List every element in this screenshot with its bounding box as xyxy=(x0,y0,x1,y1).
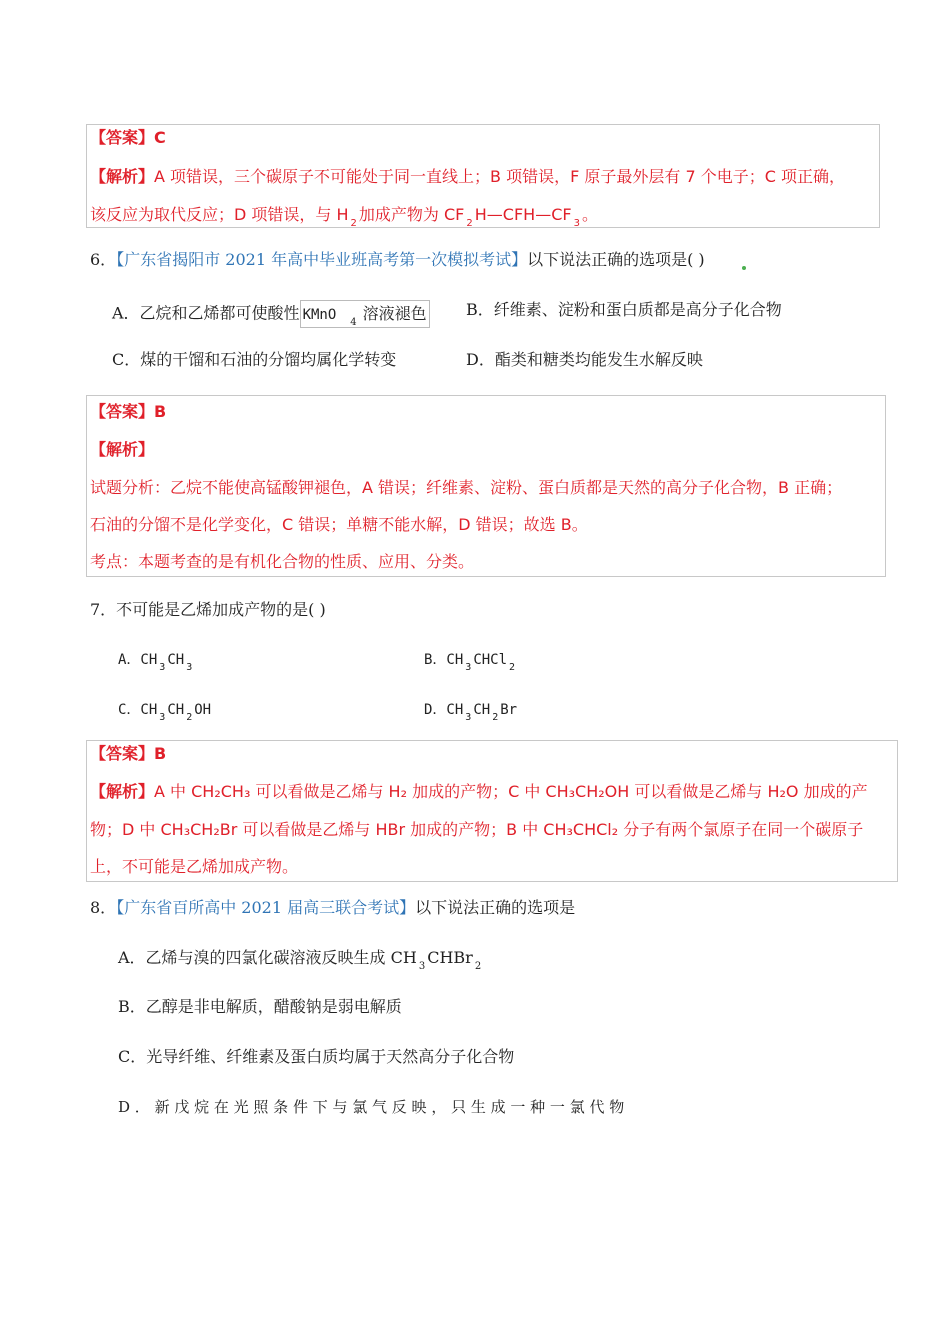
subscript: 3 xyxy=(159,662,166,673)
question-6-option-c: C．煤的干馏和石油的分馏均属化学转变 xyxy=(112,350,397,369)
analysis-label: 【解析】 xyxy=(90,167,155,186)
analysis-line: 试题分析：乙烷不能使高锰酸钾褪色，A 错误；纤维素、淀粉、蛋白质都是天然的高分子化合物，B 正确； xyxy=(90,478,843,497)
question-6-option-d: D．酯类和糖类均能发生水解反映 xyxy=(466,350,703,369)
question-source: 【广东省百所高中 2021 届高三联合考试】 xyxy=(116,898,416,917)
subscript: 3 xyxy=(573,218,580,229)
answer-value: B xyxy=(154,744,167,763)
option-text: B．CH xyxy=(424,652,464,668)
option-text: Br xyxy=(500,702,518,718)
answer-line-3 xyxy=(90,744,166,764)
question-7-option-b xyxy=(424,650,517,678)
option-text: CH xyxy=(167,702,185,718)
question-6-option-a xyxy=(112,300,430,328)
question-7-stem: 7．不可能是乙烯加成产物的是( ) xyxy=(90,600,326,619)
subscript: 3 xyxy=(465,662,472,673)
answer-label: 【答案】 xyxy=(90,744,155,763)
analysis-label-line xyxy=(90,440,154,460)
subscript: 3 xyxy=(465,712,472,723)
question-8-stem xyxy=(90,898,575,918)
option-text: A．CH xyxy=(118,652,158,668)
analysis-label: 【解析】 xyxy=(90,440,155,459)
question-8-option-b: B．乙醇是非电解质，醋酸钠是弱电解质 xyxy=(118,997,402,1016)
question-text: 以下说法正确的选项是( ) xyxy=(527,250,705,269)
kmno4-box xyxy=(300,300,430,328)
question-8-option-d: D ． 新 戊 烷 在 光 照 条 件 下 与 氯 气 反 映 ， 只 生 成 一 种 一 氯 代 物 xyxy=(118,1098,625,1116)
answer-label: 【答案】 xyxy=(90,402,155,421)
question-6-option-b: B．纤维素、淀粉和蛋白质都是高分子化合物 xyxy=(466,300,782,319)
subscript: 4 xyxy=(350,317,357,328)
analysis-line xyxy=(90,782,868,802)
analysis-line: 石油的分馏不是化学变化，C 错误；单糖不能水解，D 错误；故选 B。 xyxy=(90,515,588,534)
answer-value: B xyxy=(154,402,167,421)
analysis-text: A 中 CH₂CH₃ 可以看做是乙烯与 H₂ 加成的产物；C 中 CH₃CH₂OH 可以看做是乙烯与 H₂O 加成的产 xyxy=(154,782,868,801)
answer-value: C xyxy=(154,128,166,147)
analysis-text: H—CFH—CF xyxy=(474,205,572,224)
subscript: 3 xyxy=(186,662,193,673)
question-7-option-d xyxy=(424,700,517,728)
subscript: 2 xyxy=(492,712,499,723)
green-dot-mark xyxy=(742,266,746,270)
question-8-option-a xyxy=(118,948,483,977)
answer-line-1 xyxy=(90,128,166,148)
option-text: A．乙烯与溴的四氯化碳溶液反映生成 CH xyxy=(118,948,417,967)
analysis-text: A 项错误，三个碳原子不可能处于同一直线上；B 项错误，F 原子最外层有 7 个电子；C 项正确， xyxy=(154,167,846,186)
question-8-option-c: C．光导纤维、纤维素及蛋白质均属于天然高分子化合物 xyxy=(118,1047,515,1066)
question-source: 【广东省揭阳市 2021 年高中毕业班高考第一次模拟考试】 xyxy=(116,250,528,269)
answer-line-2 xyxy=(90,402,166,422)
subscript: 2 xyxy=(474,961,482,972)
option-text: A．乙烷和乙烯都可使酸性 xyxy=(112,303,300,323)
option-text: CH xyxy=(167,652,185,668)
question-number: 8． xyxy=(90,898,117,917)
subscript: 2 xyxy=(509,662,516,673)
analysis-label: 【解析】 xyxy=(90,782,155,801)
question-text: 以下说法正确的选项是 xyxy=(415,898,576,917)
option-text: C．CH xyxy=(118,702,158,718)
formula: KMnO xyxy=(302,307,337,323)
analysis-line-1 xyxy=(90,167,845,187)
option-text: 溶液褪色 xyxy=(362,304,427,323)
analysis-line: 上，不可能是乙烯加成产物。 xyxy=(90,857,299,876)
answer-label: 【答案】 xyxy=(90,128,155,147)
question-number: 6． xyxy=(90,250,117,269)
analysis-text: 。 xyxy=(581,205,598,224)
question-7-option-c xyxy=(118,700,211,728)
subscript: 2 xyxy=(186,712,193,723)
option-text: D．CH xyxy=(424,702,464,718)
subscript: 3 xyxy=(418,961,426,972)
analysis-line: 物；D 中 CH₃CH₂Br 可以看做是乙烯与 HBr 加成的产物；B 中 CH₃CHCl₂ 分子有两个氯原子在同一个碳原子 xyxy=(90,820,864,839)
subscript: 2 xyxy=(466,218,473,229)
analysis-text: 加成产物为 CF xyxy=(358,205,465,224)
question-6-stem xyxy=(90,250,705,270)
analysis-text: 该反应为取代反应；D 项错误，与 H xyxy=(90,205,349,224)
subscript: 2 xyxy=(350,218,357,229)
subscript: 3 xyxy=(159,712,166,723)
question-7-option-a xyxy=(118,650,194,678)
option-text: OH xyxy=(194,702,212,718)
option-text: CHCl xyxy=(473,652,508,668)
option-text: CH xyxy=(473,702,491,718)
analysis-line: 考点：本题考查的是有机化合物的性质、应用、分类。 xyxy=(90,552,475,571)
analysis-line-2 xyxy=(90,205,598,234)
option-text: CHBr xyxy=(427,948,473,967)
